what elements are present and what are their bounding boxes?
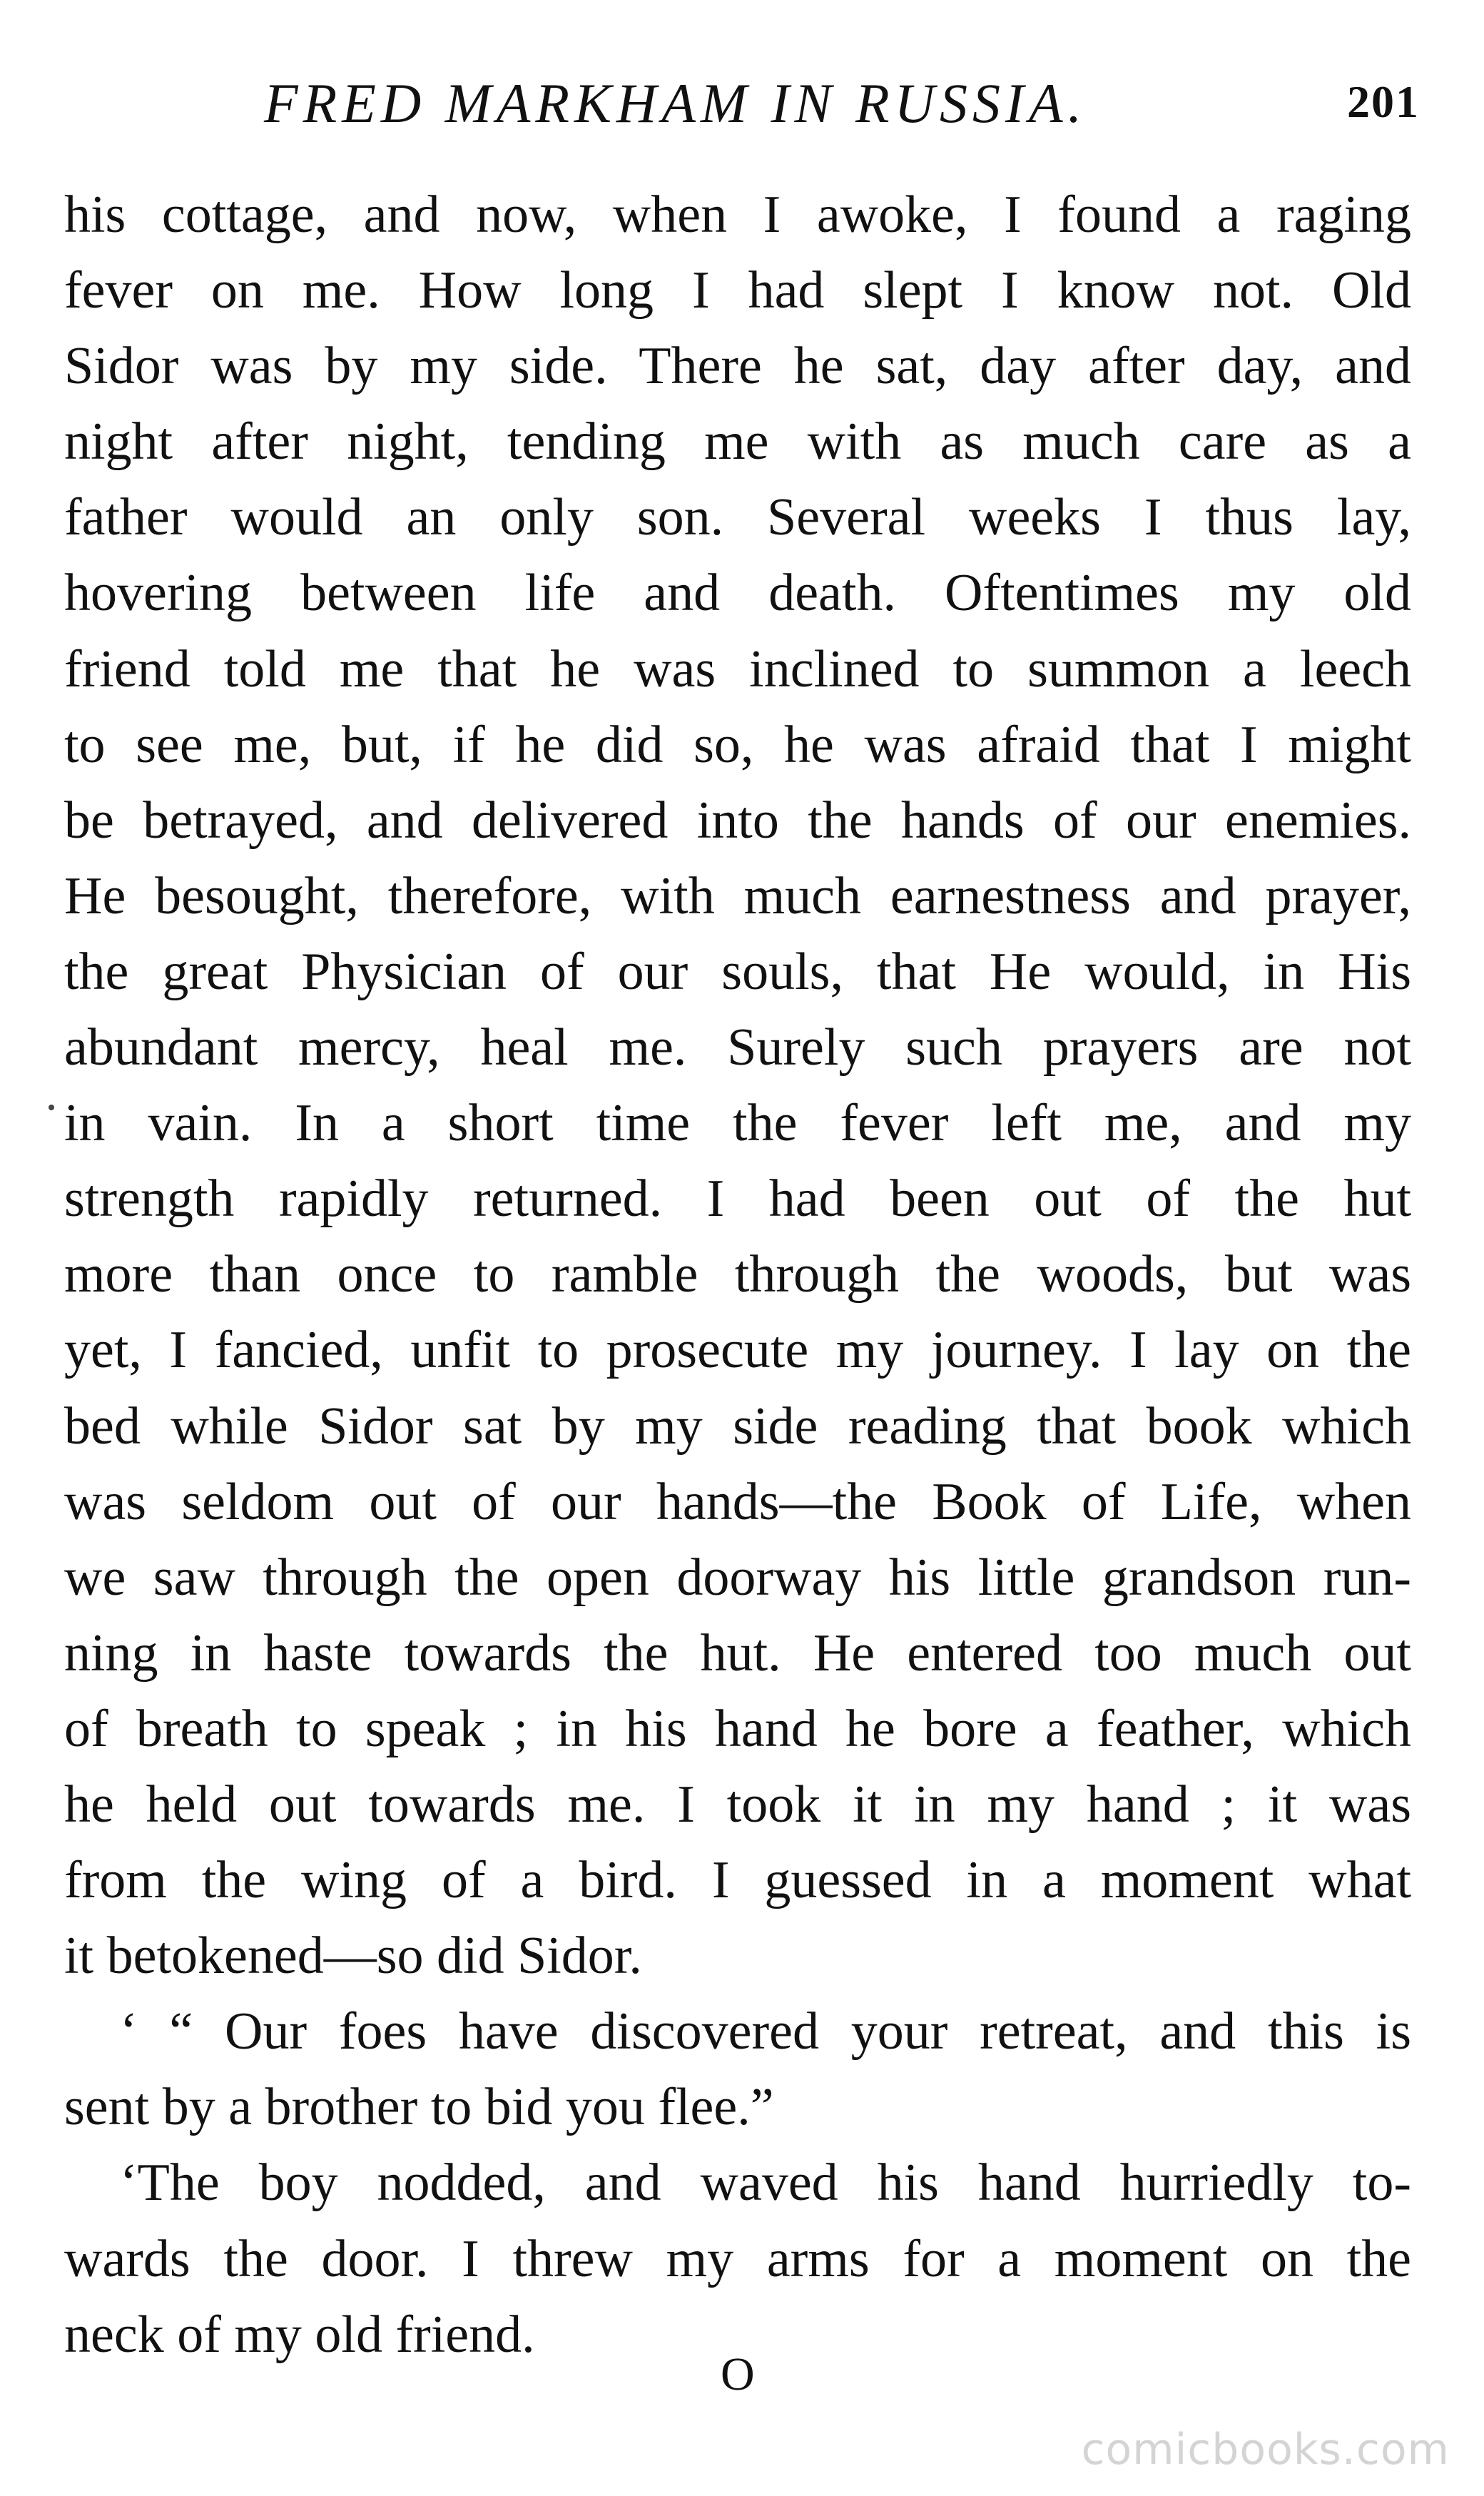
text-line: ‘ “ Our foes have discovered your retreat, and this is xyxy=(120,2002,1411,2061)
text-line: yet, I fancied, unfit to prosecute my journey. I lay on the xyxy=(64,1321,1411,1380)
paragraph-2 xyxy=(64,1994,1411,2145)
text-line: in vain. In a short time the fever left me, and my xyxy=(64,1094,1411,1153)
text-line: he held out towards me. I took it in my hand ; it was xyxy=(64,1775,1411,1834)
text-line: abundant mercy, heal me. Surely such prayers are not xyxy=(64,1018,1411,1077)
text-line: night after night, tending me with as much care as a xyxy=(64,412,1411,472)
running-title: FRED MARKHAM IN RUSSIA. xyxy=(264,72,1087,134)
text-line: Sidor was by my side. There he sat, day after day, and xyxy=(64,337,1411,396)
text-line: friend told me that he was inclined to summon a leech xyxy=(64,639,1411,699)
text-line: it betokened—so did Sidor. xyxy=(64,1927,642,1986)
text-line: ‘The boy nodded, and waved his hand hurriedly to- xyxy=(120,2153,1411,2213)
text-line: sent by a brother to bid you flee.” xyxy=(64,2078,774,2137)
text-line: He besought, therefore, with much earnestness and prayer, xyxy=(64,866,1411,925)
signature-mark: O xyxy=(721,2348,755,2400)
text-line: more than once to ramble through the woods, but was xyxy=(64,1245,1411,1304)
text-line: be betrayed, and delivered into the hands of our enemies. xyxy=(64,791,1411,850)
text-line: his cottage, and now, when I awoke, I found a raging xyxy=(64,186,1411,244)
body-text xyxy=(64,177,1411,2373)
text-line: from the wing of a bird. I guessed in a moment what xyxy=(64,1851,1411,1910)
text-line: of breath to speak ; in his hand he bore a feather, which xyxy=(64,1699,1411,1758)
text-line: the great Physician of our souls, that He would, in His xyxy=(64,942,1411,1001)
page-number: 201 xyxy=(1347,76,1420,127)
text-line: bed while Sidor sat by my side reading that book which xyxy=(64,1396,1411,1456)
text-line: father would an only son. Several weeks I thus lay, xyxy=(64,488,1411,547)
paragraph-3 xyxy=(64,2145,1411,2372)
paragraph-1 xyxy=(64,177,1411,1994)
margin-dot xyxy=(49,1105,54,1110)
text-line: strength rapidly returned. I had been out of the hut xyxy=(64,1170,1411,1229)
running-head xyxy=(64,71,1420,143)
text-line: wards the door. I threw my arms for a moment on the xyxy=(64,2229,1411,2288)
watermark: comicbooks.com xyxy=(1081,2425,1450,2475)
text-line: neck of my old friend. xyxy=(64,2305,535,2364)
text-line: was seldom out of our hands—the Book of Life, when xyxy=(64,1472,1411,1531)
text-line: fever on me. How long I had slept I know not. Old xyxy=(64,261,1411,320)
text-line: hovering between life and death. Oftentimes my old xyxy=(64,564,1411,623)
text-line: we saw through the open doorway his little grandson run- xyxy=(64,1548,1411,1607)
text-line: ning in haste towards the hut. He entered too much out xyxy=(64,1623,1411,1683)
text-line: to see me, but, if he did so, he was afraid that I might xyxy=(64,715,1411,774)
